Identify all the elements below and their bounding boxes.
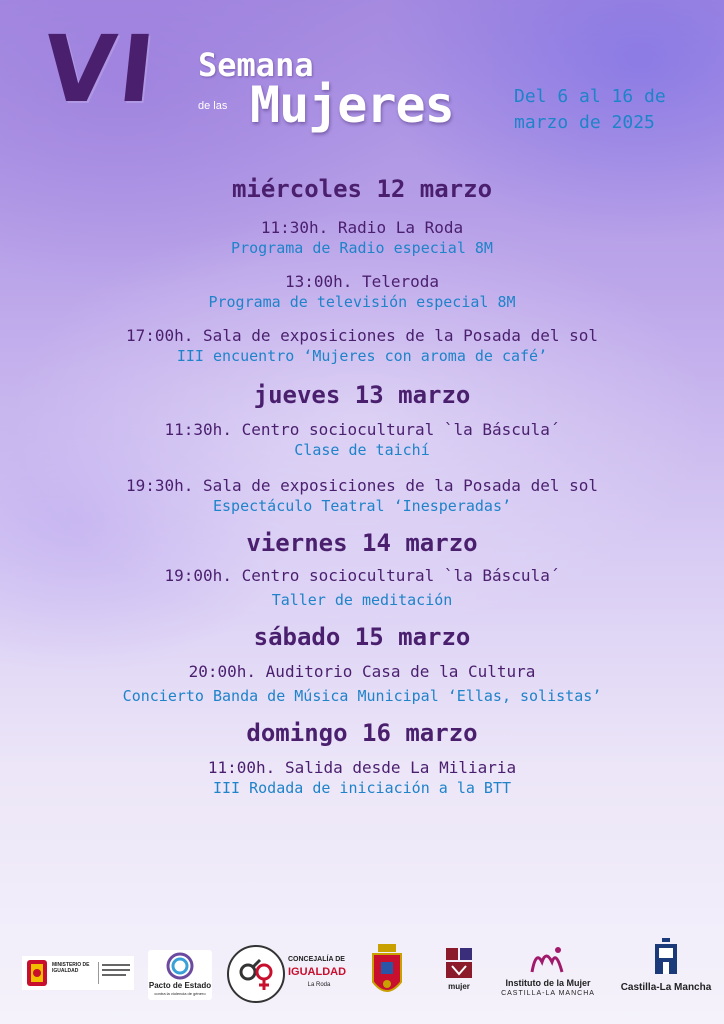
poster-header <box>0 0 724 150</box>
event-description: Programa de televisión especial 8M <box>208 293 516 311</box>
day-heading: jueves 13 marzo <box>253 381 471 409</box>
ministerio-name: MINISTERIO DE IGUALDAD <box>52 962 90 974</box>
event-item <box>0 758 724 798</box>
la-roda-coat-of-arms-logo <box>370 942 404 1002</box>
sponsor-logos <box>0 936 724 1016</box>
event-time-place: 11:30h. Centro sociocultural `la Báscula´ <box>164 420 560 439</box>
pacto-subtitle: contra la violencia de género <box>154 991 206 996</box>
event-description: III Rodada de iniciación a la BTT <box>212 779 511 797</box>
concejalia-line-2: IGUALDAD <box>288 966 347 978</box>
event-description: Espectáculo Teatral ‘Inesperadas’ <box>212 497 511 515</box>
event-time-place: 20:00h. Auditorio Casa de la Cultura <box>188 662 536 681</box>
day-heading: domingo 16 marzo <box>246 719 478 747</box>
event-description: III encuentro ‘Mujeres con aroma de café’ <box>176 347 548 365</box>
event-time-place: 11:00h. Salida desde La Miliaria <box>207 758 517 777</box>
mujer-emblem-icon <box>444 946 474 980</box>
instituto-mujer-logo <box>496 944 600 1000</box>
event-time-place: 13:00h. Teleroda <box>284 272 440 291</box>
edition-numeral: VI <box>38 16 164 123</box>
clm-name: Castilla-La Mancha <box>620 982 712 993</box>
event-item <box>0 218 724 258</box>
dates-line-1: Del 6 al 16 de <box>514 86 666 107</box>
event-time-place: 19:00h. Centro sociocultural `la Báscula´ <box>164 566 560 585</box>
event-dates <box>514 84 714 136</box>
instituto-region: CASTILLA-LA MANCHA <box>501 990 595 997</box>
title-semana: Semana <box>198 46 314 84</box>
pacto-title: Pacto de Estado <box>148 981 212 990</box>
logo-divider <box>98 962 99 984</box>
mujer-clm-logo <box>444 946 474 1000</box>
coat-of-arms-icon <box>370 942 404 1002</box>
event-item <box>0 326 724 366</box>
spain-coat-of-arms-icon <box>25 958 49 988</box>
pacto-circle-icon <box>165 952 195 980</box>
event-time-place: 17:00h. Sala de exposiciones de la Posada del sol <box>125 326 598 345</box>
title-mujeres: Mujeres <box>250 76 454 134</box>
event-description: Programa de Radio especial 8M <box>231 239 493 257</box>
event-time-place: 19:30h. Sala de exposiciones de la Posada del sol <box>125 476 598 495</box>
castilla-la-mancha-logo <box>616 938 716 1000</box>
concejalia-igualdad-logo <box>226 944 350 1004</box>
event-description: Clase de taichí <box>294 441 430 459</box>
clm-castle-icon <box>651 938 681 978</box>
day-heading: viernes 14 marzo <box>246 529 478 557</box>
event-item <box>0 566 724 610</box>
concejalia-line-1: CONCEJALÍA DE <box>288 956 345 963</box>
event-item <box>0 420 724 460</box>
pacto-estado-logo <box>148 950 212 1000</box>
event-description: Concierto Banda de Música Municipal ‘Ellas, solistas’ <box>122 687 602 705</box>
ministerio-igualdad-logo <box>22 956 134 990</box>
program-schedule <box>0 170 724 798</box>
event-item <box>0 476 724 516</box>
day-heading: miércoles 12 marzo <box>231 175 493 203</box>
dates-line-2: marzo de 2025 <box>514 112 655 133</box>
concejalia-line-3: La Roda <box>307 982 331 988</box>
event-item <box>0 662 724 706</box>
instituto-name: Instituto de la Mujer <box>505 978 591 988</box>
event-time-place: 11:30h. Radio La Roda <box>260 218 464 237</box>
mujer-label: mujer <box>448 982 470 991</box>
event-description: Taller de meditación <box>271 591 453 609</box>
day-heading: sábado 15 marzo <box>253 623 471 651</box>
instituto-m-icon <box>528 944 568 976</box>
gender-symbols-icon <box>226 944 286 1004</box>
event-item <box>0 272 724 312</box>
title-de-las: de las <box>198 100 228 112</box>
